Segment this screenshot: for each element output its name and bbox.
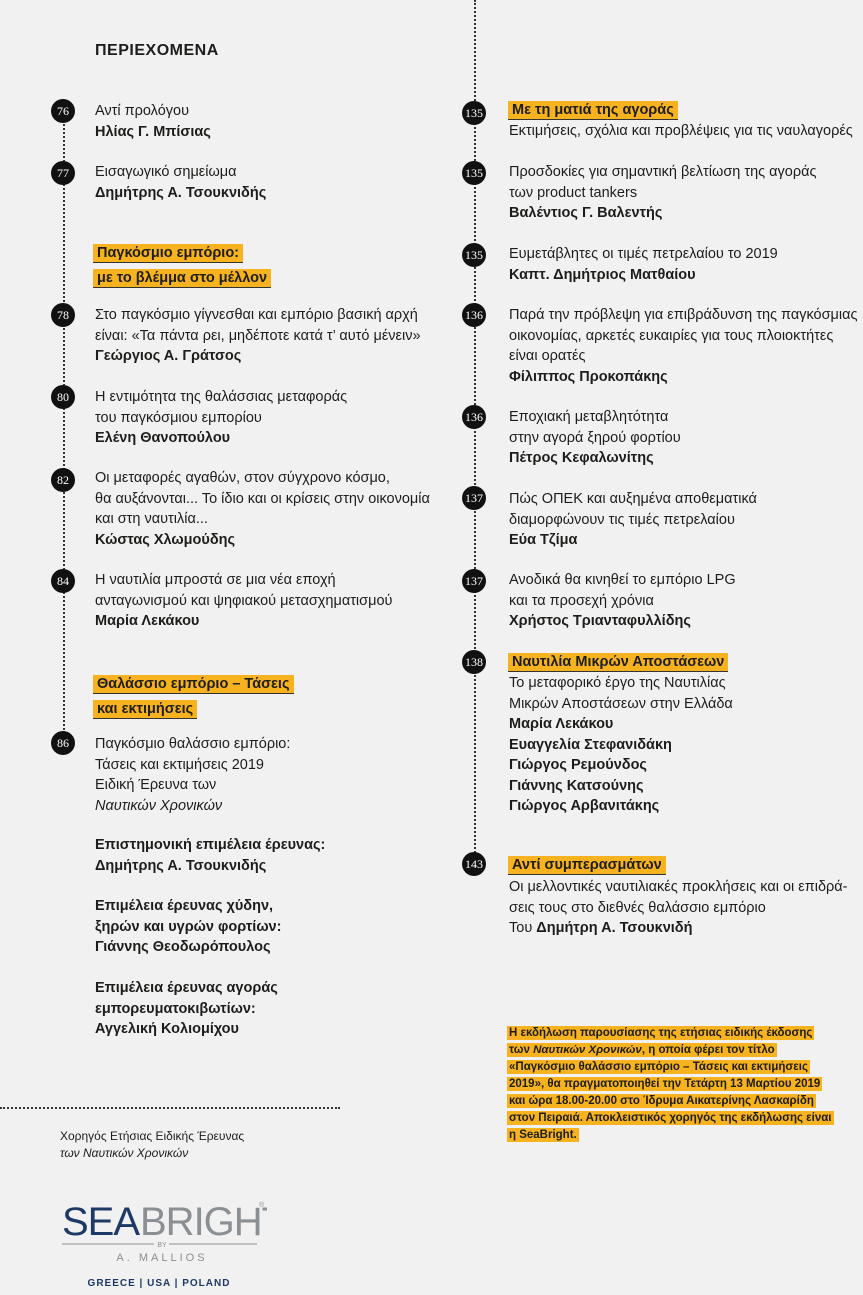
- toc-entry: Εισαγωγικό σημείωμα Δημήτρης Α. Τσουκνιδής: [95, 164, 267, 201]
- page-badge: 137: [462, 486, 486, 510]
- seabright-logo-graphic: [62, 1195, 267, 1290]
- toc-entry: Εκτιμήσεις, σχόλια και προβλέψεις για τις ναυλαγορές: [509, 123, 853, 139]
- toc-entry: Η ναυτιλία μπροστά σε μια νέα εποχή ανταγωνισμού και ψηφιακού μετασχηματισμού Μαρία Λεκάκου: [95, 572, 393, 629]
- svg-text:GREECE | USA | POLAND: GREECE | USA | POLAND: [87, 1278, 231, 1289]
- toc-entry: Το μεταφορικό έργο της Ναυτιλίας Μικρών Αποστάσεων στην Ελλάδα Μαρία Λεκάκου Ευαγγελία Στεφανιδάκη Γιώργος Ρεμούνδος Γιάννης Κατσούνης Γιώργος Αρβανιτάκης: [509, 675, 733, 814]
- toc-entry: Η εντιμότητα της θαλάσσιας μεταφοράς του παγκόσμιου εμπορίου Ελένη Θανοπούλου: [95, 389, 348, 446]
- toc-entry: Οι μελλοντικές ναυτιλιακές προκλήσεις και οι επιδρά- σεις τους στο διεθνές θαλάσσιο εμπόριο Του Δημήτρη Α. Τσουκνιδή: [509, 879, 848, 936]
- toc-entry: Εποχιακή μεταβλητότητα στην αγορά ξηρού φορτίου Πέτρος Κεφαλωνίτης: [509, 409, 681, 466]
- svg-text:BRIGHT: BRIGH: [140, 1200, 262, 1244]
- toc-entry: Πώς ΟΠΕΚ και αυξημένα αποθεματικά διαμορφώνουν τις τιμές πετρελαίου Εύα Τζίμα: [509, 491, 757, 548]
- toc-entry: Παρά την πρόβλεψη για επιβράδυνση της παγκόσμιας οικονομίας, αρκετές ευκαιρίες για τους πλοιοκτήτες είναι ορατές Φίλιππος Προκοπάκης: [509, 307, 858, 385]
- toc-entry: Οι μεταφορές αγαθών, στον σύγχρονο κόσμο, θα αυξάνονται... Το ίδιο και οι κρίσεις στην οικονομία και στη ναυτιλία... Κώστας Χλωμούδης: [95, 470, 430, 548]
- event-notice: Η εκδήλωση παρουσίασης της ετήσιας ειδικής έκδοσης των Ναυτικών Χρονικών, η οποία φέρει τον τίτλο «Παγκόσμιο θαλάσσιο εμπόριο – Τάσεις και εκτιμήσεις 2019», θα πραγματοποιηθεί την Τετάρτη 13 Μαρτίου 2019 και ώρα 18.00-20.00 στο Ίδρυμα Αικατερίνης Λασκαρίδη στον Πειραιά. Αποκλειστικός χορηγός της εκδήλωσης είναι η SeaBright.: [509, 1027, 832, 1141]
- page-badge: 138: [462, 650, 486, 674]
- page-badge: 84: [51, 569, 75, 593]
- research-editors: Επιμέλεια έρευνας αγοράς εμπορευματοκιβωτίων: Αγγελική Κολιομίχου: [95, 980, 278, 1037]
- right-timeline: [474, 0, 476, 860]
- svg-text:®: ®: [259, 1202, 265, 1209]
- sponsor-caption: Χορηγός Ετήσιας Ειδικής Έρευνας των Ναυτικών Χρονικών: [60, 1129, 245, 1160]
- page-badge: 136: [462, 303, 486, 327]
- page-badge: 86: [51, 731, 75, 755]
- section-heading: Θαλάσσιο εμπόριο – Τάσεις και εκτιμήσεις: [93, 674, 294, 723]
- toc-entry: Ανοδικά θα κινηθεί το εμπόριο LPG και τα προσεχή χρόνια Χρήστος Τριανταφυλλίδης: [509, 572, 736, 629]
- toc-entry: Ευμετάβλητες οι τιμές πετρελαίου το 2019 Καπτ. Δημήτριος Ματθαίου: [509, 246, 778, 283]
- page-badge: 77: [51, 161, 75, 185]
- svg-text:A. MALLIOS: A. MALLIOS: [116, 1252, 208, 1264]
- left-timeline: [63, 105, 65, 745]
- research-editors: Επιστημονική επιμέλεια έρευνας: Δημήτρης Α. Τσουκνιδής: [95, 837, 326, 874]
- page-badge: 143: [462, 852, 486, 876]
- page-badge: 82: [51, 468, 75, 492]
- toc-entry: Παγκόσμιο θαλάσσιο εμπόριο: Τάσεις και εκτιμήσεις 2019 Ειδική Έρευνα των Ναυτικών Χρονικών: [95, 736, 291, 814]
- svg-text:BY: BY: [157, 1242, 167, 1249]
- page-badge: 76: [51, 99, 75, 123]
- section-heading: Αντί συμπερασμάτων: [508, 855, 666, 880]
- page-badge: 135: [462, 243, 486, 267]
- section-heading: Ναυτιλία Μικρών Αποστάσεων: [508, 652, 728, 677]
- section-heading: Με τη ματιά της αγοράς: [508, 100, 678, 125]
- toc-entry: Αντί προλόγου Ηλίας Γ. Μπίσιας: [95, 103, 211, 140]
- page-badge: 135: [462, 161, 486, 185]
- page-badge: 80: [51, 385, 75, 409]
- seabright-logo: [62, 1195, 267, 1295]
- research-editors: Επιμέλεια έρευνας χύδην, ξηρών και υγρών φορτίων: Γιάννης Θεοδωρόπουλος: [95, 898, 282, 955]
- toc-entry: Στο παγκόσμιο γίγνεσθαι και εμπόριο βασική αρχή είναι: «Τα πάντα ρει, μηδέποτε κατά τ’ αυτό μένειν» Γεώργιος Α. Γράτσος: [95, 307, 421, 364]
- section-heading: Παγκόσμιο εμπόριο: με το βλέμμα στο μέλλον: [93, 243, 271, 292]
- page-title: ΠΕΡΙΕΧΟΜΕΝΑ: [95, 42, 219, 59]
- page-badge: 78: [51, 303, 75, 327]
- page-badge: 136: [462, 405, 486, 429]
- divider-line: [0, 1107, 340, 1109]
- page-badge: 137: [462, 569, 486, 593]
- page-badge: 135: [462, 101, 486, 125]
- toc-entry: Προσδοκίες για σημαντική βελτίωση της αγοράς των product tankers Βαλέντιος Γ. Βαλεντής: [509, 164, 817, 221]
- svg-text:SEA: SEA: [62, 1200, 140, 1244]
